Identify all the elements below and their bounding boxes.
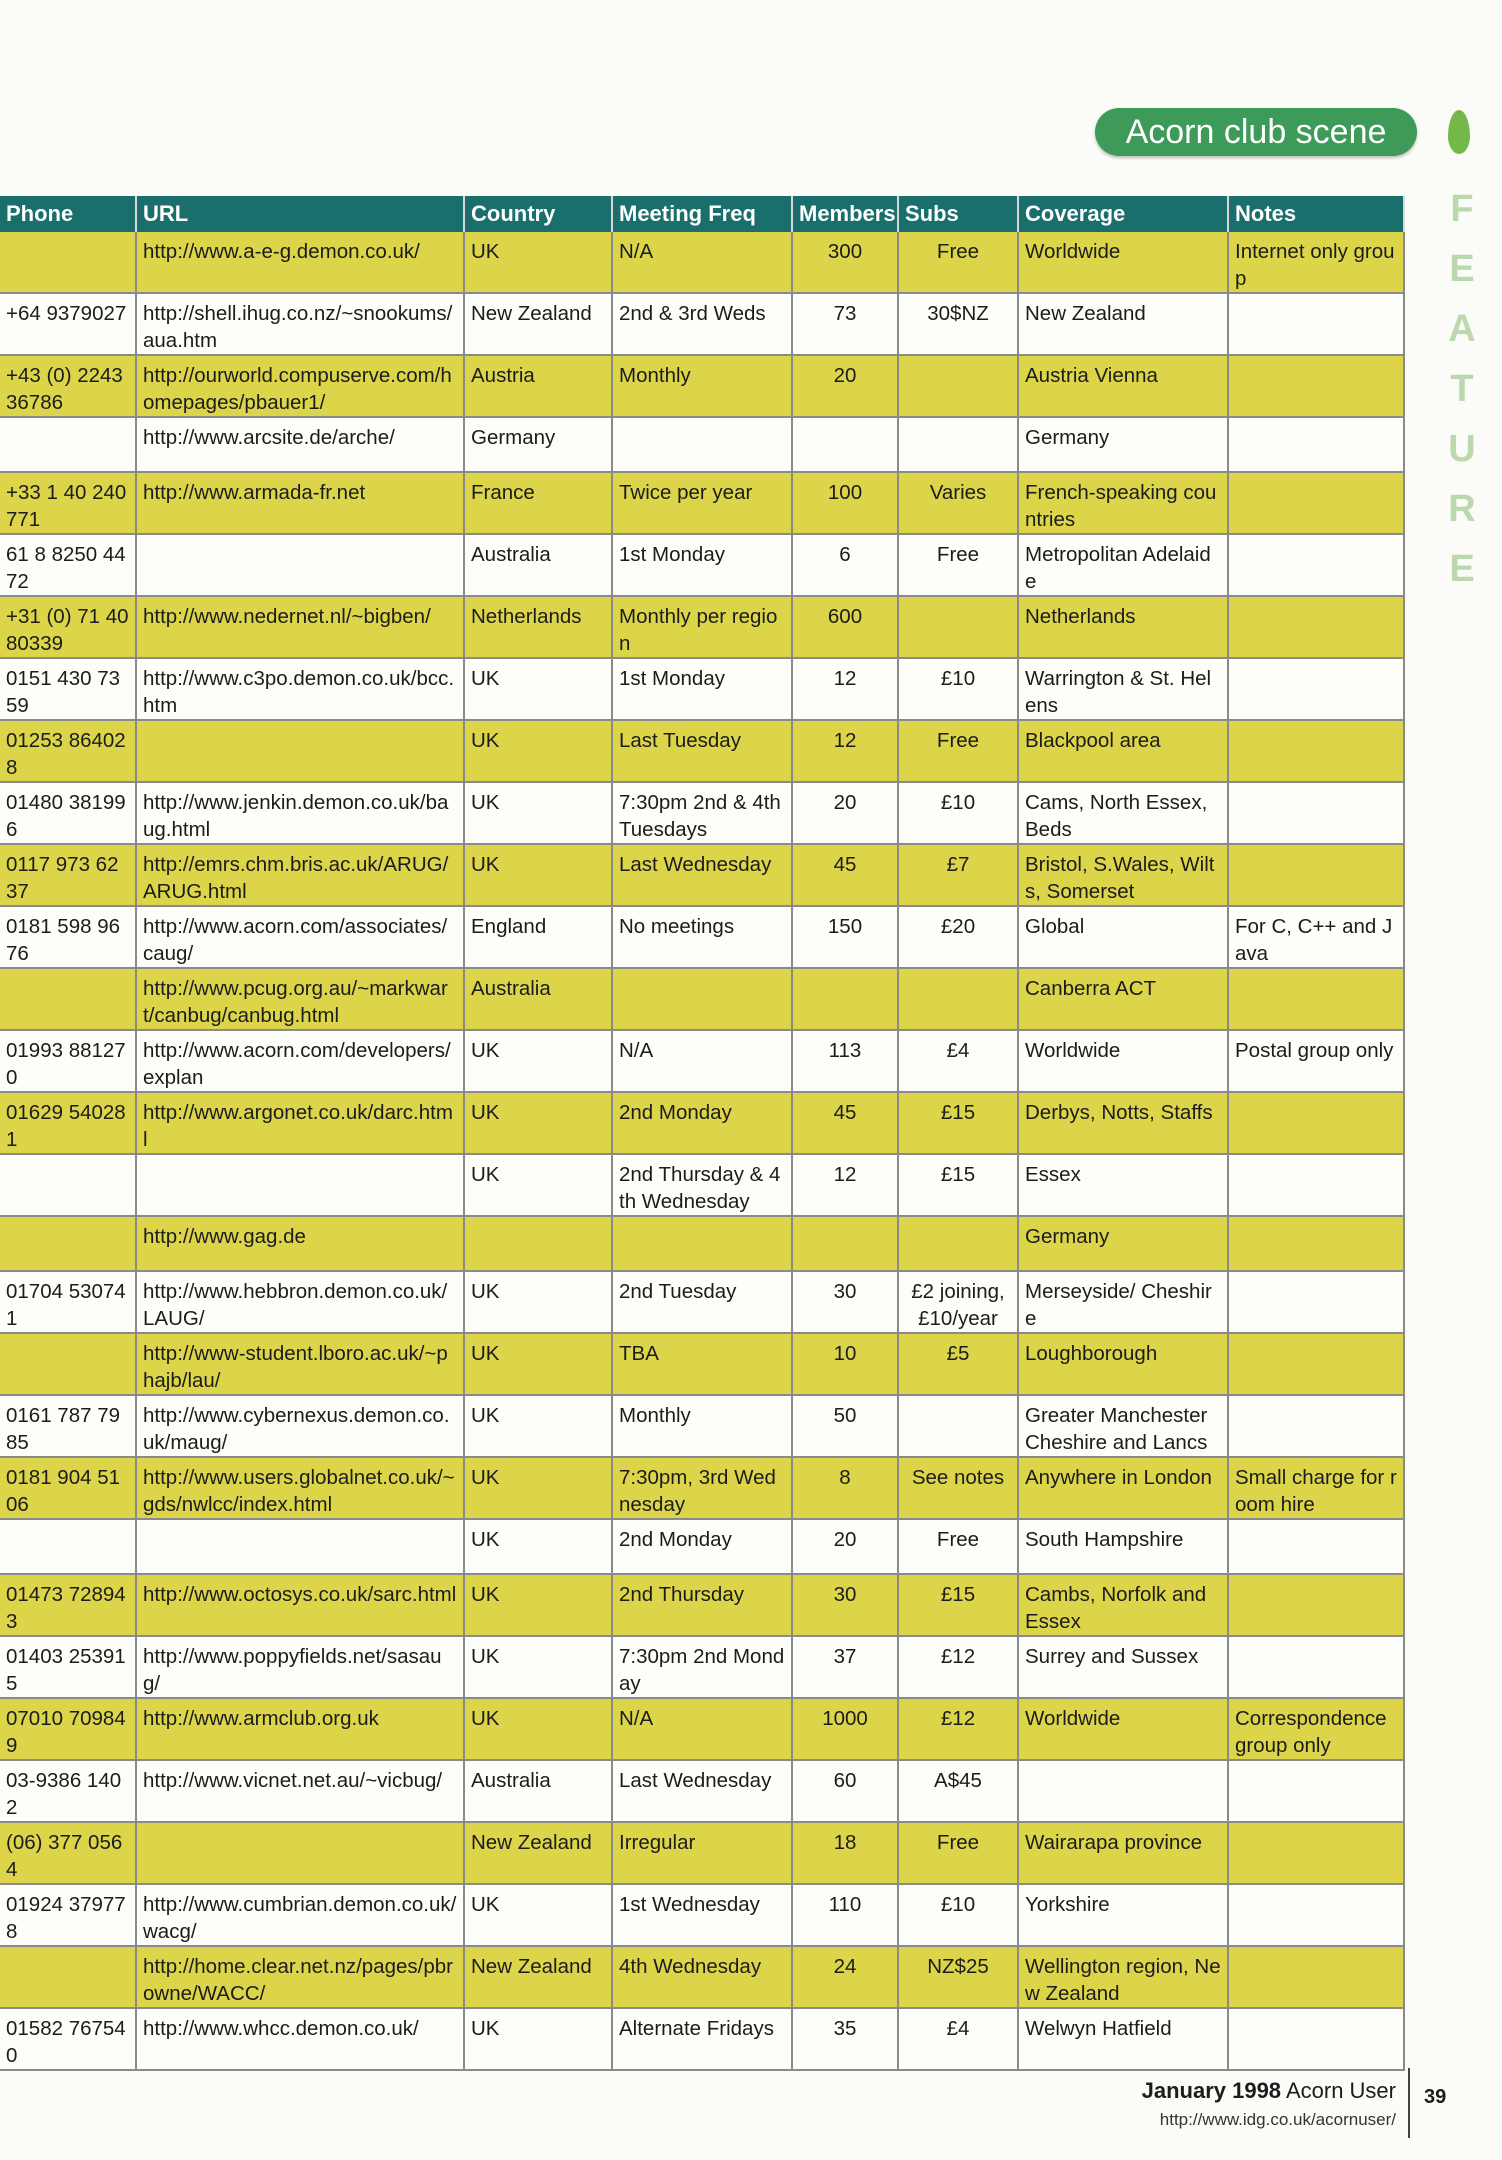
footer-magazine: Acorn User bbox=[1285, 2078, 1396, 2103]
leaf-icon bbox=[1448, 110, 1470, 154]
cell-meeting-freq: 2nd Monday bbox=[612, 1092, 792, 1154]
cell-meeting-freq: Last Tuesday bbox=[612, 720, 792, 782]
cell-subs bbox=[898, 968, 1018, 1030]
cell-url[interactable]: http://www.armada-fr.net bbox=[136, 472, 464, 534]
cell-url[interactable]: http://shell.ihug.co.nz/~snookums/aua.htm bbox=[136, 293, 464, 355]
cell-members: 1000 bbox=[792, 1698, 898, 1760]
cell-phone: 01582 767540 bbox=[0, 2008, 136, 2070]
cell-subs: £2 joining, £10/year bbox=[898, 1271, 1018, 1333]
cell-notes bbox=[1228, 417, 1404, 472]
cell-meeting-freq: 7:30pm 2nd & 4th Tuesdays bbox=[612, 782, 792, 844]
cell-subs: Varies bbox=[898, 472, 1018, 534]
table-row bbox=[0, 782, 1404, 844]
table-row bbox=[0, 1822, 1404, 1884]
header-coverage: Coverage bbox=[1018, 196, 1228, 232]
cell-subs: Free bbox=[898, 720, 1018, 782]
cell-notes bbox=[1228, 534, 1404, 596]
cell-meeting-freq: TBA bbox=[612, 1333, 792, 1395]
cell-subs: 30$NZ bbox=[898, 293, 1018, 355]
table-row bbox=[0, 844, 1404, 906]
cell-coverage: Germany bbox=[1018, 1216, 1228, 1271]
cell-subs: £10 bbox=[898, 1884, 1018, 1946]
cell-url bbox=[136, 534, 464, 596]
cell-url[interactable]: http://www.acorn.com/associates/caug/ bbox=[136, 906, 464, 968]
cell-meeting-freq: 2nd & 3rd Weds bbox=[612, 293, 792, 355]
cell-phone: +43 (0) 224336786 bbox=[0, 355, 136, 417]
cell-members bbox=[792, 968, 898, 1030]
cell-meeting-freq: 2nd Thursday & 4th Wednesday bbox=[612, 1154, 792, 1216]
cell-url bbox=[136, 1822, 464, 1884]
cell-country: UK bbox=[464, 232, 612, 293]
table-row bbox=[0, 1457, 1404, 1519]
cell-url[interactable]: http://www.a-e-g.demon.co.uk/ bbox=[136, 232, 464, 293]
cell-members: 100 bbox=[792, 472, 898, 534]
cell-phone: 01403 253915 bbox=[0, 1636, 136, 1698]
cell-coverage: Warrington & St. Helens bbox=[1018, 658, 1228, 720]
cell-phone: 01924 379778 bbox=[0, 1884, 136, 1946]
table-row bbox=[0, 417, 1404, 472]
cell-members bbox=[792, 1216, 898, 1271]
cell-members: 6 bbox=[792, 534, 898, 596]
cell-members: 113 bbox=[792, 1030, 898, 1092]
cell-subs bbox=[898, 355, 1018, 417]
cell-notes: Small charge for room hire bbox=[1228, 1457, 1404, 1519]
cell-country: Australia bbox=[464, 534, 612, 596]
cell-notes bbox=[1228, 1519, 1404, 1574]
table-row bbox=[0, 1216, 1404, 1271]
cell-country: Austria bbox=[464, 355, 612, 417]
cell-notes bbox=[1228, 1395, 1404, 1457]
header-country: Country bbox=[464, 196, 612, 232]
cell-members: 20 bbox=[792, 782, 898, 844]
cell-phone: 0151 430 7359 bbox=[0, 658, 136, 720]
cell-members: 8 bbox=[792, 1457, 898, 1519]
cell-notes bbox=[1228, 720, 1404, 782]
cell-coverage: Cambs, Norfolk and Essex bbox=[1018, 1574, 1228, 1636]
cell-phone bbox=[0, 1154, 136, 1216]
vertical-letter: F bbox=[1450, 188, 1474, 230]
cell-subs: Free bbox=[898, 534, 1018, 596]
cell-meeting-freq: No meetings bbox=[612, 906, 792, 968]
cell-coverage: Worldwide bbox=[1018, 1698, 1228, 1760]
cell-url bbox=[136, 1154, 464, 1216]
vertical-letter: E bbox=[1449, 248, 1475, 290]
table-row bbox=[0, 1946, 1404, 2008]
table-row bbox=[0, 1154, 1404, 1216]
cell-notes bbox=[1228, 968, 1404, 1030]
cell-coverage: Netherlands bbox=[1018, 596, 1228, 658]
cell-notes bbox=[1228, 844, 1404, 906]
cell-phone: 01993 881270 bbox=[0, 1030, 136, 1092]
cell-subs: £5 bbox=[898, 1333, 1018, 1395]
cell-phone: +33 1 40 240771 bbox=[0, 472, 136, 534]
cell-coverage: Merseyside/ Cheshire bbox=[1018, 1271, 1228, 1333]
cell-coverage: Blackpool area bbox=[1018, 720, 1228, 782]
cell-notes: Postal group only bbox=[1228, 1030, 1404, 1092]
table-body bbox=[0, 232, 1404, 2070]
cell-meeting-freq: Monthly per region bbox=[612, 596, 792, 658]
cell-country: UK bbox=[464, 1884, 612, 1946]
cell-country bbox=[464, 1216, 612, 1271]
cell-coverage: Worldwide bbox=[1018, 232, 1228, 293]
cell-url[interactable]: http://www.acorn.com/developers/explan bbox=[136, 1030, 464, 1092]
cell-coverage: Loughborough bbox=[1018, 1333, 1228, 1395]
cell-url[interactable]: http://www.nedernet.nl/~bigben/ bbox=[136, 596, 464, 658]
club-table bbox=[0, 196, 1405, 2071]
cell-coverage: New Zealand bbox=[1018, 293, 1228, 355]
footer-divider bbox=[1408, 2068, 1410, 2138]
table-row bbox=[0, 596, 1404, 658]
table-row bbox=[0, 1030, 1404, 1092]
cell-notes bbox=[1228, 1822, 1404, 1884]
cell-notes bbox=[1228, 472, 1404, 534]
cell-url[interactable]: http://www.cumbrian.demon.co.uk/wacg/ bbox=[136, 1884, 464, 1946]
table-row bbox=[0, 1092, 1404, 1154]
cell-coverage: Anywhere in London bbox=[1018, 1457, 1228, 1519]
cell-country: UK bbox=[464, 1271, 612, 1333]
table-row bbox=[0, 2008, 1404, 2070]
cell-phone: 01253 864028 bbox=[0, 720, 136, 782]
cell-members: 150 bbox=[792, 906, 898, 968]
cell-members: 45 bbox=[792, 844, 898, 906]
cell-url[interactable]: http://www.jenkin.demon.co.uk/baug.html bbox=[136, 782, 464, 844]
cell-phone bbox=[0, 417, 136, 472]
cell-subs: £12 bbox=[898, 1636, 1018, 1698]
feature-vertical-label bbox=[1445, 190, 1479, 610]
cell-country: New Zealand bbox=[464, 293, 612, 355]
cell-meeting-freq: Twice per year bbox=[612, 472, 792, 534]
cell-country: New Zealand bbox=[464, 1946, 612, 2008]
cell-phone bbox=[0, 1333, 136, 1395]
cell-meeting-freq: 7:30pm 2nd Monday bbox=[612, 1636, 792, 1698]
cell-meeting-freq bbox=[612, 417, 792, 472]
cell-coverage: French-speaking countries bbox=[1018, 472, 1228, 534]
cell-country: Netherlands bbox=[464, 596, 612, 658]
cell-coverage: Surrey and Sussex bbox=[1018, 1636, 1228, 1698]
cell-url[interactable]: http://www.cybernexus.demon.co.uk/maug/ bbox=[136, 1395, 464, 1457]
cell-meeting-freq: 2nd Tuesday bbox=[612, 1271, 792, 1333]
vertical-letter: U bbox=[1448, 428, 1476, 470]
cell-country: Australia bbox=[464, 1760, 612, 1822]
cell-phone: 03-9386 1402 bbox=[0, 1760, 136, 1822]
cell-subs: £15 bbox=[898, 1092, 1018, 1154]
cell-meeting-freq: N/A bbox=[612, 1698, 792, 1760]
cell-phone bbox=[0, 232, 136, 293]
cell-coverage bbox=[1018, 1760, 1228, 1822]
table-row bbox=[0, 232, 1404, 293]
table-row bbox=[0, 1271, 1404, 1333]
cell-url bbox=[136, 1519, 464, 1574]
cell-country: UK bbox=[464, 720, 612, 782]
cell-notes bbox=[1228, 1092, 1404, 1154]
cell-meeting-freq bbox=[612, 1216, 792, 1271]
cell-phone: 07010 709849 bbox=[0, 1698, 136, 1760]
cell-country: UK bbox=[464, 1395, 612, 1457]
cell-notes bbox=[1228, 1574, 1404, 1636]
cell-notes: Correspondence group only bbox=[1228, 1698, 1404, 1760]
cell-notes bbox=[1228, 1884, 1404, 1946]
cell-meeting-freq: 1st Monday bbox=[612, 534, 792, 596]
vertical-letter: R bbox=[1448, 488, 1476, 530]
cell-meeting-freq: Alternate Fridays bbox=[612, 2008, 792, 2070]
footer-issue bbox=[1142, 2078, 1396, 2104]
cell-subs: £10 bbox=[898, 782, 1018, 844]
cell-phone: 0181 904 5106 bbox=[0, 1457, 136, 1519]
cell-members: 12 bbox=[792, 658, 898, 720]
cell-members: 73 bbox=[792, 293, 898, 355]
cell-members: 10 bbox=[792, 1333, 898, 1395]
cell-subs: NZ$25 bbox=[898, 1946, 1018, 2008]
cell-country: UK bbox=[464, 1092, 612, 1154]
cell-coverage: Austria Vienna bbox=[1018, 355, 1228, 417]
cell-phone: 01629 540281 bbox=[0, 1092, 136, 1154]
cell-notes bbox=[1228, 1216, 1404, 1271]
cell-country: UK bbox=[464, 1519, 612, 1574]
cell-members: 600 bbox=[792, 596, 898, 658]
cell-phone: 0117 973 6237 bbox=[0, 844, 136, 906]
table-row bbox=[0, 472, 1404, 534]
table-row bbox=[0, 534, 1404, 596]
cell-subs: £4 bbox=[898, 2008, 1018, 2070]
cell-subs: Free bbox=[898, 232, 1018, 293]
cell-members: 12 bbox=[792, 720, 898, 782]
cell-subs bbox=[898, 417, 1018, 472]
cell-members: 20 bbox=[792, 1519, 898, 1574]
cell-coverage: Germany bbox=[1018, 417, 1228, 472]
table-row bbox=[0, 1760, 1404, 1822]
cell-country: UK bbox=[464, 844, 612, 906]
cell-url[interactable]: http://home.clear.net.nz/pages/pbrowne/WACC/ bbox=[136, 1946, 464, 2008]
cell-country: UK bbox=[464, 1030, 612, 1092]
cell-phone: 61 8 8250 4472 bbox=[0, 534, 136, 596]
cell-subs: £20 bbox=[898, 906, 1018, 968]
cell-coverage: Metropolitan Adelaide bbox=[1018, 534, 1228, 596]
cell-meeting-freq bbox=[612, 968, 792, 1030]
cell-coverage: Wairarapa province bbox=[1018, 1822, 1228, 1884]
table-row bbox=[0, 1333, 1404, 1395]
table-row bbox=[0, 1395, 1404, 1457]
cell-country: UK bbox=[464, 1457, 612, 1519]
cell-meeting-freq: 4th Wednesday bbox=[612, 1946, 792, 2008]
cell-notes: For C, C++ and Java bbox=[1228, 906, 1404, 968]
cell-coverage: Essex bbox=[1018, 1154, 1228, 1216]
cell-subs: A$45 bbox=[898, 1760, 1018, 1822]
cell-coverage: Worldwide bbox=[1018, 1030, 1228, 1092]
cell-members: 45 bbox=[792, 1092, 898, 1154]
cell-coverage: Wellington region, New Zealand bbox=[1018, 1946, 1228, 2008]
table-row bbox=[0, 293, 1404, 355]
table-header-row bbox=[0, 196, 1404, 232]
cell-subs: See notes bbox=[898, 1457, 1018, 1519]
cell-notes bbox=[1228, 293, 1404, 355]
table-row bbox=[0, 658, 1404, 720]
cell-url[interactable]: http://www.arcsite.de/arche/ bbox=[136, 417, 464, 472]
cell-country: UK bbox=[464, 2008, 612, 2070]
cell-members: 20 bbox=[792, 355, 898, 417]
header-meeting-freq: Meeting Freq bbox=[612, 196, 792, 232]
header-phone: Phone bbox=[0, 196, 136, 232]
cell-country: France bbox=[464, 472, 612, 534]
vertical-letter: A bbox=[1448, 308, 1476, 350]
cell-notes bbox=[1228, 2008, 1404, 2070]
cell-phone bbox=[0, 1519, 136, 1574]
footer-month-year: January 1998 bbox=[1141, 2078, 1282, 2103]
table-row bbox=[0, 1698, 1404, 1760]
cell-coverage: Global bbox=[1018, 906, 1228, 968]
cell-members: 110 bbox=[792, 1884, 898, 1946]
cell-members: 37 bbox=[792, 1636, 898, 1698]
footer-url[interactable]: http://www.idg.co.uk/acornuser/ bbox=[1159, 2110, 1396, 2129]
cell-meeting-freq: 2nd Monday bbox=[612, 1519, 792, 1574]
cell-phone bbox=[0, 1946, 136, 2008]
cell-meeting-freq: 1st Wednesday bbox=[612, 1884, 792, 1946]
cell-meeting-freq: N/A bbox=[612, 232, 792, 293]
cell-url[interactable]: http://www.argonet.co.uk/darc.html bbox=[136, 1092, 464, 1154]
cell-phone: (06) 377 0564 bbox=[0, 1822, 136, 1884]
cell-members: 50 bbox=[792, 1395, 898, 1457]
cell-url[interactable]: http://www.poppyfields.net/sasaug/ bbox=[136, 1636, 464, 1698]
cell-subs: £10 bbox=[898, 658, 1018, 720]
cell-members: 30 bbox=[792, 1574, 898, 1636]
cell-phone bbox=[0, 1216, 136, 1271]
cell-country: UK bbox=[464, 1698, 612, 1760]
cell-members: 18 bbox=[792, 1822, 898, 1884]
cell-url[interactable]: http://www.whcc.demon.co.uk/ bbox=[136, 2008, 464, 2070]
cell-notes bbox=[1228, 1636, 1404, 1698]
table-row bbox=[0, 1574, 1404, 1636]
cell-coverage: Yorkshire bbox=[1018, 1884, 1228, 1946]
cell-url[interactable]: http://ourworld.compuserve.com/homepages/pbauer1/ bbox=[136, 355, 464, 417]
cell-notes bbox=[1228, 1333, 1404, 1395]
cell-phone bbox=[0, 968, 136, 1030]
cell-members: 300 bbox=[792, 232, 898, 293]
cell-country: New Zealand bbox=[464, 1822, 612, 1884]
cell-subs: Free bbox=[898, 1822, 1018, 1884]
cell-country: Germany bbox=[464, 417, 612, 472]
cell-phone: 0161 787 7985 bbox=[0, 1395, 136, 1457]
cell-notes bbox=[1228, 1760, 1404, 1822]
cell-subs bbox=[898, 1395, 1018, 1457]
header-subs: Subs bbox=[898, 196, 1018, 232]
page-number: 39 bbox=[1424, 2086, 1447, 2108]
cell-members: 60 bbox=[792, 1760, 898, 1822]
table-row bbox=[0, 1519, 1404, 1574]
cell-country: Australia bbox=[464, 968, 612, 1030]
cell-phone: 01480 381996 bbox=[0, 782, 136, 844]
cell-country: UK bbox=[464, 1154, 612, 1216]
cell-members: 35 bbox=[792, 2008, 898, 2070]
section-banner: Acorn club scene bbox=[1095, 108, 1417, 156]
cell-meeting-freq: Monthly bbox=[612, 1395, 792, 1457]
cell-notes bbox=[1228, 1946, 1404, 2008]
cell-notes bbox=[1228, 355, 1404, 417]
cell-url[interactable]: http://emrs.chm.bris.ac.uk/ARUG/ARUG.html bbox=[136, 844, 464, 906]
cell-members: 12 bbox=[792, 1154, 898, 1216]
cell-meeting-freq: 1st Monday bbox=[612, 658, 792, 720]
cell-meeting-freq: Monthly bbox=[612, 355, 792, 417]
cell-meeting-freq: 7:30pm, 3rd Wednesday bbox=[612, 1457, 792, 1519]
cell-coverage: South Hampshire bbox=[1018, 1519, 1228, 1574]
cell-url[interactable]: http://www-student.lboro.ac.uk/~phajb/lau/ bbox=[136, 1333, 464, 1395]
table-row bbox=[0, 968, 1404, 1030]
cell-phone: 01704 530741 bbox=[0, 1271, 136, 1333]
cell-country: UK bbox=[464, 1636, 612, 1698]
cell-notes bbox=[1228, 596, 1404, 658]
table-row bbox=[0, 1884, 1404, 1946]
cell-url[interactable]: http://www.c3po.demon.co.uk/bcc.htm bbox=[136, 658, 464, 720]
cell-notes bbox=[1228, 1154, 1404, 1216]
cell-country: UK bbox=[464, 658, 612, 720]
cell-members: 30 bbox=[792, 1271, 898, 1333]
cell-subs bbox=[898, 596, 1018, 658]
cell-phone: +64 9379027 bbox=[0, 293, 136, 355]
cell-subs: £4 bbox=[898, 1030, 1018, 1092]
table-row bbox=[0, 720, 1404, 782]
cell-country: UK bbox=[464, 782, 612, 844]
cell-coverage: Bristol, S.Wales, Wilts, Somerset bbox=[1018, 844, 1228, 906]
vertical-letter: T bbox=[1450, 368, 1474, 410]
cell-url[interactable]: http://www.armclub.org.uk bbox=[136, 1698, 464, 1760]
cell-coverage: Welwyn Hatfield bbox=[1018, 2008, 1228, 2070]
cell-url[interactable]: http://www.pcug.org.au/~markwart/canbug/canbug.html bbox=[136, 968, 464, 1030]
cell-phone: +31 (0) 71 4080339 bbox=[0, 596, 136, 658]
cell-coverage: Derbys, Notts, Staffs bbox=[1018, 1092, 1228, 1154]
cell-meeting-freq: 2nd Thursday bbox=[612, 1574, 792, 1636]
cell-coverage: Greater Manchester Cheshire and Lancs bbox=[1018, 1395, 1228, 1457]
header-members: Members bbox=[792, 196, 898, 232]
cell-meeting-freq: N/A bbox=[612, 1030, 792, 1092]
cell-phone: 01473 728943 bbox=[0, 1574, 136, 1636]
table-row bbox=[0, 355, 1404, 417]
cell-country: UK bbox=[464, 1574, 612, 1636]
vertical-letter: E bbox=[1449, 548, 1475, 590]
cell-notes: Internet only group bbox=[1228, 232, 1404, 293]
cell-subs bbox=[898, 1216, 1018, 1271]
cell-phone: 0181 598 9676 bbox=[0, 906, 136, 968]
cell-url[interactable]: http://www.hebbron.demon.co.uk/LAUG/ bbox=[136, 1271, 464, 1333]
cell-meeting-freq: Last Wednesday bbox=[612, 844, 792, 906]
cell-subs: £7 bbox=[898, 844, 1018, 906]
cell-meeting-freq: Last Wednesday bbox=[612, 1760, 792, 1822]
cell-members: 24 bbox=[792, 1946, 898, 2008]
cell-url[interactable]: http://www.vicnet.net.au/~vicbug/ bbox=[136, 1760, 464, 1822]
cell-notes bbox=[1228, 782, 1404, 844]
cell-coverage: Canberra ACT bbox=[1018, 968, 1228, 1030]
cell-subs: £12 bbox=[898, 1698, 1018, 1760]
cell-country: UK bbox=[464, 1333, 612, 1395]
table-row bbox=[0, 906, 1404, 968]
cell-url[interactable]: http://www.octosys.co.uk/sarc.html bbox=[136, 1574, 464, 1636]
cell-url bbox=[136, 720, 464, 782]
cell-coverage: Cams, North Essex, Beds bbox=[1018, 782, 1228, 844]
cell-members bbox=[792, 417, 898, 472]
cell-meeting-freq: Irregular bbox=[612, 1822, 792, 1884]
cell-notes bbox=[1228, 658, 1404, 720]
cell-subs: Free bbox=[898, 1519, 1018, 1574]
cell-notes bbox=[1228, 1271, 1404, 1333]
header-url: URL bbox=[136, 196, 464, 232]
cell-country: England bbox=[464, 906, 612, 968]
cell-subs: £15 bbox=[898, 1154, 1018, 1216]
table-row bbox=[0, 1636, 1404, 1698]
cell-url[interactable]: http://www.gag.de bbox=[136, 1216, 464, 1271]
cell-url[interactable]: http://www.users.globalnet.co.uk/~gds/nwlcc/index.html bbox=[136, 1457, 464, 1519]
cell-subs: £15 bbox=[898, 1574, 1018, 1636]
header-notes: Notes bbox=[1228, 196, 1404, 232]
